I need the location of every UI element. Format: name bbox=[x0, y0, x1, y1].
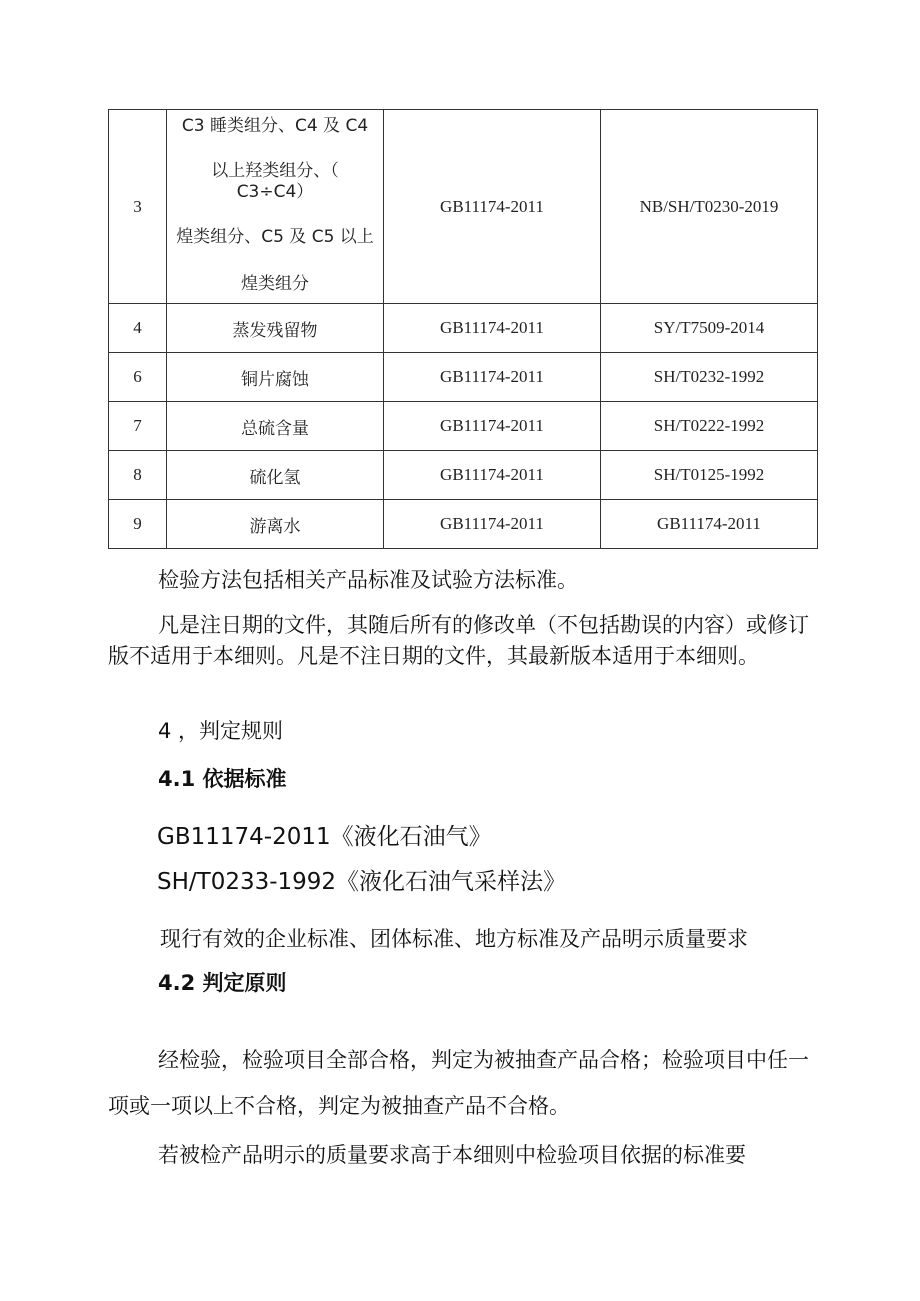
item-line: 煌类组分 bbox=[241, 274, 309, 294]
quality-requirement-paragraph: 若被检产品明示的质量要求高于本细则中检验项目依据的标准要 bbox=[158, 1143, 746, 1167]
basis-standard: GB11174-2011 bbox=[384, 402, 601, 451]
standard-reference: GB11174-2011《液化石油气》 bbox=[157, 824, 492, 850]
test-method: SH/T0222-1992 bbox=[601, 402, 818, 451]
standard-reference: SH/T0233-1992《液化石油气采样法》 bbox=[157, 869, 567, 895]
inspection-item bbox=[167, 110, 384, 304]
inspection-items-table bbox=[108, 109, 818, 549]
test-method: SY/T7509-2014 bbox=[601, 304, 818, 353]
item-line: C3÷C4） bbox=[236, 182, 314, 202]
row-number: 7 bbox=[109, 402, 167, 451]
basis-standard: GB11174-2011 bbox=[384, 353, 601, 402]
current-standards-paragraph: 现行有效的企业标准、团体标准、地方标准及产品明示质量要求 bbox=[160, 927, 748, 951]
inspection-item: 铜片腐蚀 bbox=[167, 353, 384, 402]
row-number: 3 bbox=[109, 110, 167, 304]
item-line: C3 睡类组分、C4 及 C4 bbox=[181, 116, 369, 136]
table-row bbox=[109, 402, 818, 451]
row-number: 6 bbox=[109, 353, 167, 402]
inspection-item: 游离水 bbox=[167, 500, 384, 549]
methods-paragraph: 检验方法包括相关产品标准及试验方法标准。 bbox=[158, 568, 578, 592]
test-method: SH/T0232-1992 bbox=[601, 353, 818, 402]
basis-standard: GB11174-2011 bbox=[384, 304, 601, 353]
judgement-principle-paragraph: 经检验，检验项目全部合格，判定为被抽查产品合格；检验项目中任一项或一项以上不合格，判定为被抽查产品不合格。 bbox=[108, 1048, 809, 1118]
section-4-heading: 4 ，判定规则 bbox=[158, 719, 284, 743]
inspection-item: 蒸发残留物 bbox=[167, 304, 384, 353]
basis-standard: GB11174-2011 bbox=[384, 451, 601, 500]
basis-standard: GB11174-2011 bbox=[384, 110, 601, 304]
table-row bbox=[109, 353, 818, 402]
table-row bbox=[109, 500, 818, 549]
item-line: 以上羟类组分、（ bbox=[211, 161, 339, 181]
row-number: 4 bbox=[109, 304, 167, 353]
table-row bbox=[109, 110, 818, 304]
test-method: NB/SH/T0230-2019 bbox=[601, 110, 818, 304]
section-4-2-heading: 4.2 判定原则 bbox=[158, 971, 287, 995]
test-method: SH/T0125-1992 bbox=[601, 451, 818, 500]
table-row bbox=[109, 451, 818, 500]
dated-documents-paragraph: 凡是注日期的文件，其随后所有的修改单（不包括勘误的内容）或修订版不适用于本细则。凡是不注日期的文件，其最新版本适用于本细则。 bbox=[108, 613, 809, 668]
inspection-item: 硫化氢 bbox=[167, 451, 384, 500]
row-number: 8 bbox=[109, 451, 167, 500]
basis-standard: GB11174-2011 bbox=[384, 500, 601, 549]
section-4-1-heading: 4.1 依据标准 bbox=[158, 767, 287, 791]
row-number: 9 bbox=[109, 500, 167, 549]
test-method: GB11174-2011 bbox=[601, 500, 818, 549]
inspection-item: 总硫含量 bbox=[167, 402, 384, 451]
item-line: 煌类组分、C5 及 C5 以上 bbox=[176, 227, 374, 247]
table-row bbox=[109, 304, 818, 353]
